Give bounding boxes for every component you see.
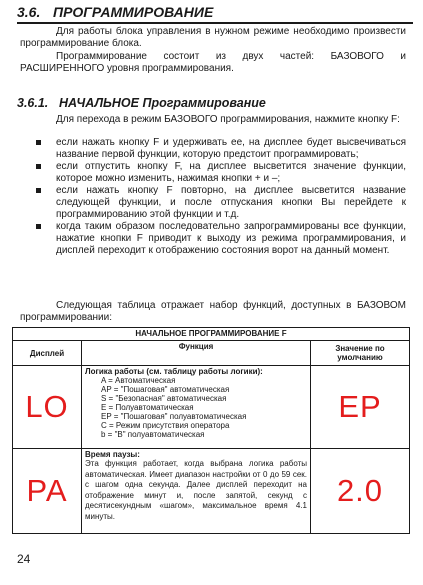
page-number: 24 bbox=[17, 552, 31, 566]
list-item: если нажать кнопку F и удерживать ее, на дисплее будет высвечиваться название первой функции, которую предстоит программировать; bbox=[20, 137, 406, 161]
section-number: 3.6. bbox=[17, 4, 41, 20]
table-intro: Следующая таблица отражает набор функций, доступных в БАЗОВОМ программировании: bbox=[20, 300, 406, 323]
programming-table bbox=[12, 327, 410, 534]
function-option: EP = "Пошаговая" полуавтоматическая bbox=[101, 412, 247, 421]
function-option: b = "B" полуавтоматическая bbox=[101, 430, 205, 439]
list-item: когда таким образом последовательно запрограммированы все функции, нажатие кнопки F приводит к выходу из режима программирования, и дисплей переходит к отображению состояния ворот на данный момент. bbox=[20, 221, 406, 257]
table-title: НАЧАЛЬНОЕ ПРОГРАММИРОВАНИЕ F bbox=[13, 328, 410, 341]
table-row bbox=[13, 449, 410, 534]
function-cell bbox=[82, 366, 311, 449]
function-title: Время паузы: bbox=[85, 450, 140, 459]
bullet-icon bbox=[36, 188, 41, 193]
function-title: Логика работы (см. таблицу работы логики): bbox=[85, 367, 263, 376]
intro-paragraph-1: Для работы блока управления в нужном режиме необходимо произвести программирование блока. bbox=[20, 26, 406, 49]
subsection-title: НАЧАЛЬНОЕ Программирование bbox=[59, 96, 266, 110]
function-cell bbox=[82, 449, 311, 534]
display-code: PA bbox=[13, 449, 82, 534]
function-option: AP = "Пошаговая" автоматическая bbox=[101, 385, 230, 394]
bullet-icon bbox=[36, 140, 41, 145]
function-option: A = Автоматическая bbox=[101, 376, 176, 385]
default-value: EP bbox=[311, 366, 410, 449]
subsection-number: 3.6.1. bbox=[17, 96, 49, 110]
header-default: Значение по умолчанию bbox=[311, 341, 410, 366]
display-code: LO bbox=[13, 366, 82, 449]
header-function: Функция bbox=[82, 341, 311, 366]
function-option: E = Полуавтоматическая bbox=[101, 403, 194, 412]
bullet-icon bbox=[36, 164, 41, 169]
list-item: если отпустить кнопку F, на дисплее высветится значение функции, которое можно изменить, нажимая кнопки + и –; bbox=[20, 161, 406, 185]
function-option: S = "Безопасная" автоматическая bbox=[101, 394, 227, 403]
function-description: Эта функция работает, когда выбрана логика работы автоматическая. Имеет диапазон настройки от 0 до 59 сек. с шагом одна секунда. Далее дисплей переходит на отображение минут и, после запятой, секунд с десятисекундным «шагом», максимальное время 4.1 минуты. bbox=[85, 459, 307, 521]
subsection-heading bbox=[17, 96, 266, 110]
intro-paragraph-2: Программирование состоит из двух частей: БАЗОВОГО и РАСШИРЕННОГО уровня программирования. bbox=[20, 51, 406, 74]
section-title: ПРОГРАММИРОВАНИЕ bbox=[53, 4, 214, 20]
heading-rule bbox=[17, 22, 413, 24]
default-value: 2.0 bbox=[311, 449, 410, 534]
list-item: если нажать кнопку F повторно, на дисплее высветится название следующей функции, и после отпускания кнопки Вы перейдете к программированию этой функции и т.д. bbox=[20, 185, 406, 221]
header-display: Дисплей bbox=[13, 341, 82, 366]
section-heading bbox=[17, 4, 213, 20]
table-row bbox=[13, 366, 410, 449]
instruction-list bbox=[20, 137, 406, 257]
bullet-icon bbox=[36, 224, 41, 229]
lead-paragraph: Для перехода в режим БАЗОВОГО программирования, нажмите кнопку F: bbox=[56, 114, 400, 125]
function-option: C = Режим присутствия оператора bbox=[101, 421, 230, 430]
